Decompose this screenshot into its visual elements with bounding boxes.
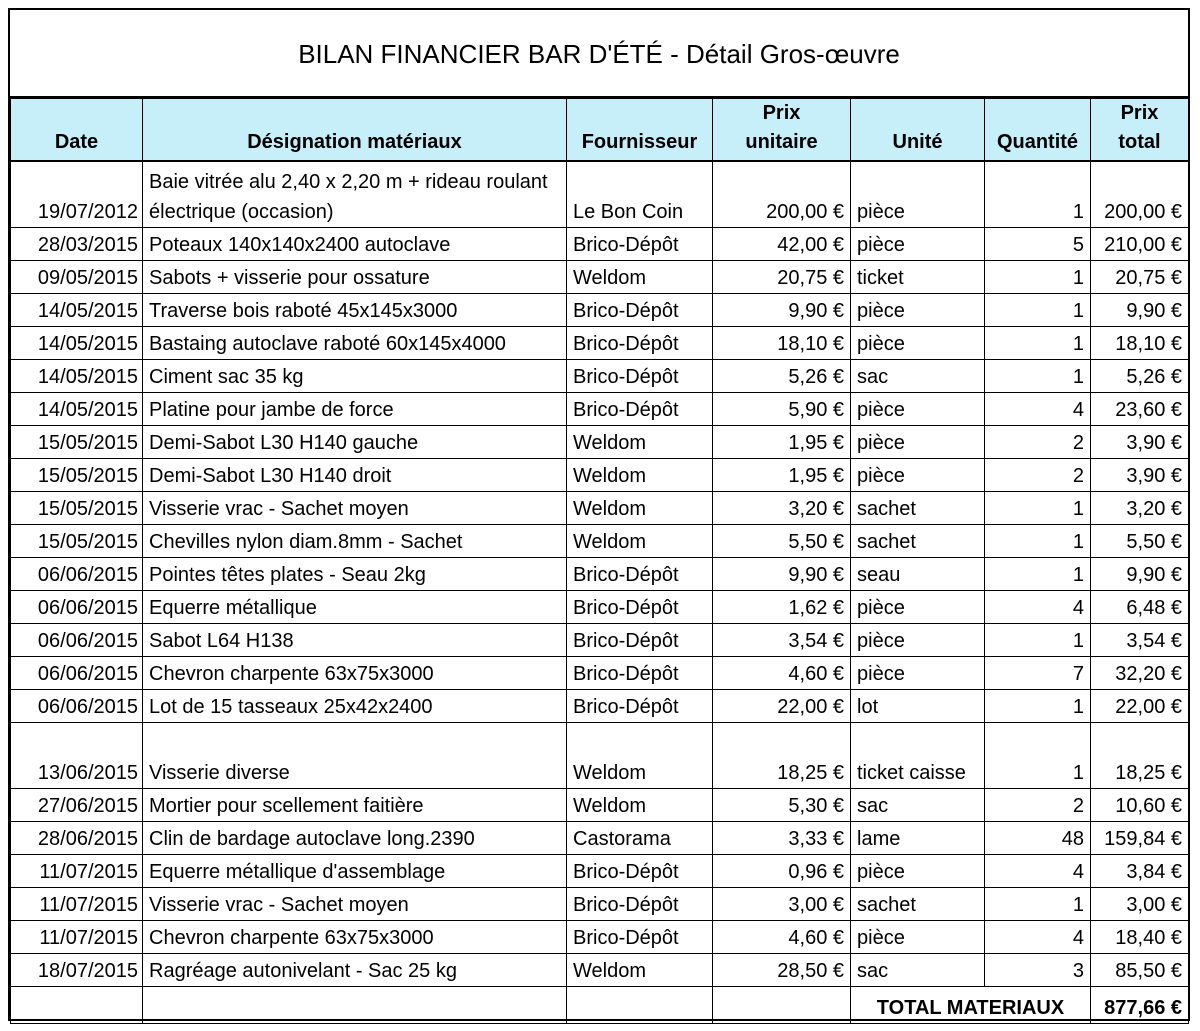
cell-unite: pièce [851, 854, 985, 887]
cell-fournisseur: Brico-Dépôt [567, 392, 713, 425]
cell-prix-unitaire: 1,62 € [713, 590, 851, 623]
cell-unite: pièce [851, 623, 985, 656]
table-row [11, 392, 1189, 425]
table-row [11, 458, 1189, 491]
cell-quantite: 1 [985, 359, 1091, 392]
cell-prix-total: 3,20 € [1091, 491, 1189, 524]
cell-prix-total: 32,20 € [1091, 656, 1189, 689]
total-label: TOTAL MATERIAUX [851, 986, 1091, 1023]
cell-prix-total: 9,90 € [1091, 293, 1189, 326]
cell-fournisseur: Brico-Dépôt [567, 590, 713, 623]
header-prix-unitaire-line2: unitaire [745, 131, 818, 153]
cell-date: 14/05/2015 [11, 392, 143, 425]
cell-unite: pièce [851, 293, 985, 326]
cell-prix-unitaire: 3,33 € [713, 821, 851, 854]
cell-prix-unitaire: 5,26 € [713, 359, 851, 392]
cell-date: 13/06/2015 [11, 722, 143, 788]
header-prix-unitaire [713, 99, 851, 162]
cell-quantite: 5 [985, 227, 1091, 260]
cell-fournisseur: Brico-Dépôt [567, 656, 713, 689]
cell-prix-total: 3,00 € [1091, 887, 1189, 920]
empty-cell [567, 986, 713, 1023]
table-row [11, 722, 1189, 788]
cell-quantite: 1 [985, 326, 1091, 359]
table-row [11, 821, 1189, 854]
cell-unite: lame [851, 821, 985, 854]
cell-prix-unitaire: 22,00 € [713, 689, 851, 722]
cell-fournisseur: Weldom [567, 524, 713, 557]
cell-prix-total: 6,48 € [1091, 590, 1189, 623]
cell-unite: sac [851, 359, 985, 392]
cell-date: 06/06/2015 [11, 557, 143, 590]
cell-date: 27/06/2015 [11, 788, 143, 821]
cell-date: 06/06/2015 [11, 689, 143, 722]
table-row [11, 260, 1189, 293]
cell-designation: Demi-Sabot L30 H140 droit [143, 458, 567, 491]
cell-prix-total: 18,25 € [1091, 722, 1189, 788]
cell-date: 14/05/2015 [11, 293, 143, 326]
cell-date: 19/07/2012 [11, 161, 143, 227]
header-date: Date [11, 99, 143, 162]
table-row [11, 557, 1189, 590]
page-title: BILAN FINANCIER BAR D'ÉTÉ - Détail Gros-œuvre [10, 10, 1188, 98]
cell-prix-total: 5,50 € [1091, 524, 1189, 557]
cell-designation: Traverse bois raboté 45x145x3000 [143, 293, 567, 326]
header-unite: Unité [851, 99, 985, 162]
cell-prix-unitaire: 9,90 € [713, 557, 851, 590]
cell-quantite: 2 [985, 458, 1091, 491]
cell-quantite: 1 [985, 887, 1091, 920]
cell-unite: pièce [851, 392, 985, 425]
cell-designation: Pointes têtes plates - Seau 2kg [143, 557, 567, 590]
cell-quantite: 4 [985, 590, 1091, 623]
cell-prix-unitaire: 42,00 € [713, 227, 851, 260]
empty-cell [143, 986, 567, 1023]
cell-quantite: 2 [985, 788, 1091, 821]
cell-date: 11/07/2015 [11, 854, 143, 887]
cell-prix-total: 9,90 € [1091, 557, 1189, 590]
cell-quantite: 1 [985, 260, 1091, 293]
table-row [11, 161, 1189, 227]
cell-quantite: 4 [985, 392, 1091, 425]
materials-table [10, 98, 1189, 1024]
cell-quantite: 1 [985, 623, 1091, 656]
cell-designation: Chevron charpente 63x75x3000 [143, 656, 567, 689]
cell-quantite: 1 [985, 689, 1091, 722]
cell-quantite: 1 [985, 524, 1091, 557]
cell-prix-unitaire: 4,60 € [713, 656, 851, 689]
table-row [11, 425, 1189, 458]
cell-designation: Visserie vrac - Sachet moyen [143, 491, 567, 524]
cell-designation: Equerre métallique [143, 590, 567, 623]
cell-unite: pièce [851, 920, 985, 953]
header-quantite: Quantité [985, 99, 1091, 162]
cell-prix-total: 85,50 € [1091, 953, 1189, 986]
cell-prix-total: 10,60 € [1091, 788, 1189, 821]
cell-fournisseur: Brico-Dépôt [567, 887, 713, 920]
cell-fournisseur: Brico-Dépôt [567, 359, 713, 392]
cell-fournisseur: Castorama [567, 821, 713, 854]
cell-prix-unitaire: 1,95 € [713, 458, 851, 491]
cell-fournisseur: Brico-Dépôt [567, 293, 713, 326]
cell-date: 06/06/2015 [11, 590, 143, 623]
cell-unite: pièce [851, 161, 985, 227]
cell-designation: Lot de 15 tasseaux 25x42x2400 [143, 689, 567, 722]
table-row [11, 491, 1189, 524]
cell-fournisseur: Weldom [567, 953, 713, 986]
table-row [11, 227, 1189, 260]
table-body [11, 161, 1189, 1023]
cell-quantite: 4 [985, 920, 1091, 953]
cell-fournisseur: Brico-Dépôt [567, 227, 713, 260]
table-row [11, 656, 1189, 689]
cell-unite: pièce [851, 458, 985, 491]
cell-prix-total: 159,84 € [1091, 821, 1189, 854]
table-row [11, 623, 1189, 656]
cell-designation: Platine pour jambe de force [143, 392, 567, 425]
cell-date: 06/06/2015 [11, 656, 143, 689]
cell-designation: Baie vitrée alu 2,40 x 2,20 m + rideau roulant électrique (occasion) [143, 161, 567, 227]
cell-prix-unitaire: 28,50 € [713, 953, 851, 986]
header-fournisseur: Fournisseur [567, 99, 713, 162]
cell-prix-unitaire: 5,50 € [713, 524, 851, 557]
empty-cell [11, 986, 143, 1023]
cell-prix-unitaire: 18,10 € [713, 326, 851, 359]
cell-prix-total: 23,60 € [1091, 392, 1189, 425]
header-prix-total [1091, 99, 1189, 162]
cell-unite: ticket [851, 260, 985, 293]
cell-unite: sac [851, 953, 985, 986]
total-value: 877,66 € [1091, 986, 1189, 1023]
cell-prix-total: 5,26 € [1091, 359, 1189, 392]
total-row [11, 986, 1189, 1023]
table-row [11, 887, 1189, 920]
cell-designation: Bastaing autoclave raboté 60x145x4000 [143, 326, 567, 359]
cell-designation: Poteaux 140x140x2400 autoclave [143, 227, 567, 260]
cell-prix-total: 18,10 € [1091, 326, 1189, 359]
cell-unite: pièce [851, 656, 985, 689]
cell-prix-total: 3,84 € [1091, 854, 1189, 887]
cell-unite: sachet [851, 887, 985, 920]
cell-prix-total: 3,54 € [1091, 623, 1189, 656]
cell-unite: pièce [851, 590, 985, 623]
cell-prix-unitaire: 5,30 € [713, 788, 851, 821]
cell-date: 06/06/2015 [11, 623, 143, 656]
header-designation: Désignation matériaux [143, 99, 567, 162]
cell-fournisseur: Le Bon Coin [567, 161, 713, 227]
cell-date: 28/06/2015 [11, 821, 143, 854]
cell-fournisseur: Brico-Dépôt [567, 689, 713, 722]
cell-designation: Visserie vrac - Sachet moyen [143, 887, 567, 920]
table-row [11, 689, 1189, 722]
table-row [11, 359, 1189, 392]
cell-fournisseur: Brico-Dépôt [567, 557, 713, 590]
header-prix-unitaire-line1: Prix [762, 102, 801, 124]
cell-date: 18/07/2015 [11, 953, 143, 986]
cell-date: 15/05/2015 [11, 491, 143, 524]
cell-designation: Clin de bardage autoclave long.2390 [143, 821, 567, 854]
cell-prix-unitaire: 18,25 € [713, 722, 851, 788]
cell-date: 14/05/2015 [11, 326, 143, 359]
cell-quantite: 1 [985, 293, 1091, 326]
cell-unite: pièce [851, 326, 985, 359]
cell-quantite: 48 [985, 821, 1091, 854]
cell-prix-unitaire: 3,54 € [713, 623, 851, 656]
cell-date: 11/07/2015 [11, 887, 143, 920]
cell-date: 15/05/2015 [11, 524, 143, 557]
cell-prix-unitaire: 0,96 € [713, 854, 851, 887]
cell-prix-total: 20,75 € [1091, 260, 1189, 293]
table-row [11, 920, 1189, 953]
cell-designation: Equerre métallique d'assemblage [143, 854, 567, 887]
cell-designation: Visserie diverse [143, 722, 567, 788]
cell-quantite: 3 [985, 953, 1091, 986]
cell-prix-unitaire: 1,95 € [713, 425, 851, 458]
cell-designation: Mortier pour scellement faitière [143, 788, 567, 821]
cell-quantite: 7 [985, 656, 1091, 689]
cell-designation: Ragréage autonivelant - Sac 25 kg [143, 953, 567, 986]
cell-unite: sachet [851, 524, 985, 557]
cell-unite: ticket caisse [851, 722, 985, 788]
header-prix-total-line1: Prix [1120, 102, 1159, 124]
cell-prix-unitaire: 3,20 € [713, 491, 851, 524]
cell-quantite: 2 [985, 425, 1091, 458]
cell-fournisseur: Weldom [567, 722, 713, 788]
cell-unite: lot [851, 689, 985, 722]
cell-fournisseur: Weldom [567, 425, 713, 458]
cell-designation: Sabots + visserie pour ossature [143, 260, 567, 293]
cell-fournisseur: Brico-Dépôt [567, 854, 713, 887]
cell-designation: Chevron charpente 63x75x3000 [143, 920, 567, 953]
cell-prix-unitaire: 20,75 € [713, 260, 851, 293]
cell-designation: Demi-Sabot L30 H140 gauche [143, 425, 567, 458]
cell-unite: pièce [851, 425, 985, 458]
cell-fournisseur: Brico-Dépôt [567, 623, 713, 656]
cell-unite: pièce [851, 227, 985, 260]
cell-fournisseur: Brico-Dépôt [567, 326, 713, 359]
cell-fournisseur: Weldom [567, 788, 713, 821]
spreadsheet [8, 8, 1190, 1021]
cell-date: 11/07/2015 [11, 920, 143, 953]
cell-quantite: 1 [985, 557, 1091, 590]
cell-prix-unitaire: 200,00 € [713, 161, 851, 227]
table-row [11, 788, 1189, 821]
cell-unite: seau [851, 557, 985, 590]
cell-quantite: 1 [985, 722, 1091, 788]
cell-prix-total: 22,00 € [1091, 689, 1189, 722]
cell-designation: Sabot L64 H138 [143, 623, 567, 656]
cell-prix-total: 18,40 € [1091, 920, 1189, 953]
cell-prix-total: 210,00 € [1091, 227, 1189, 260]
table-header-row [11, 99, 1189, 162]
cell-designation: Ciment sac 35 kg [143, 359, 567, 392]
cell-date: 15/05/2015 [11, 425, 143, 458]
cell-date: 14/05/2015 [11, 359, 143, 392]
header-prix-total-line2: total [1118, 131, 1161, 153]
cell-prix-unitaire: 4,60 € [713, 920, 851, 953]
table-row [11, 854, 1189, 887]
cell-prix-unitaire: 9,90 € [713, 293, 851, 326]
empty-cell [713, 986, 851, 1023]
cell-date: 15/05/2015 [11, 458, 143, 491]
cell-fournisseur: Weldom [567, 260, 713, 293]
table-row [11, 590, 1189, 623]
cell-fournisseur: Weldom [567, 491, 713, 524]
table-row [11, 326, 1189, 359]
cell-unite: sachet [851, 491, 985, 524]
cell-quantite: 4 [985, 854, 1091, 887]
cell-quantite: 1 [985, 161, 1091, 227]
cell-fournisseur: Brico-Dépôt [567, 920, 713, 953]
cell-designation: Chevilles nylon diam.8mm - Sachet [143, 524, 567, 557]
cell-unite: sac [851, 788, 985, 821]
cell-date: 28/03/2015 [11, 227, 143, 260]
cell-prix-total: 3,90 € [1091, 425, 1189, 458]
cell-prix-total: 200,00 € [1091, 161, 1189, 227]
cell-fournisseur: Weldom [567, 458, 713, 491]
cell-quantite: 1 [985, 491, 1091, 524]
cell-prix-unitaire: 3,00 € [713, 887, 851, 920]
table-row [11, 953, 1189, 986]
table-row [11, 524, 1189, 557]
cell-prix-total: 3,90 € [1091, 458, 1189, 491]
table-row [11, 293, 1189, 326]
cell-prix-unitaire: 5,90 € [713, 392, 851, 425]
cell-date: 09/05/2015 [11, 260, 143, 293]
